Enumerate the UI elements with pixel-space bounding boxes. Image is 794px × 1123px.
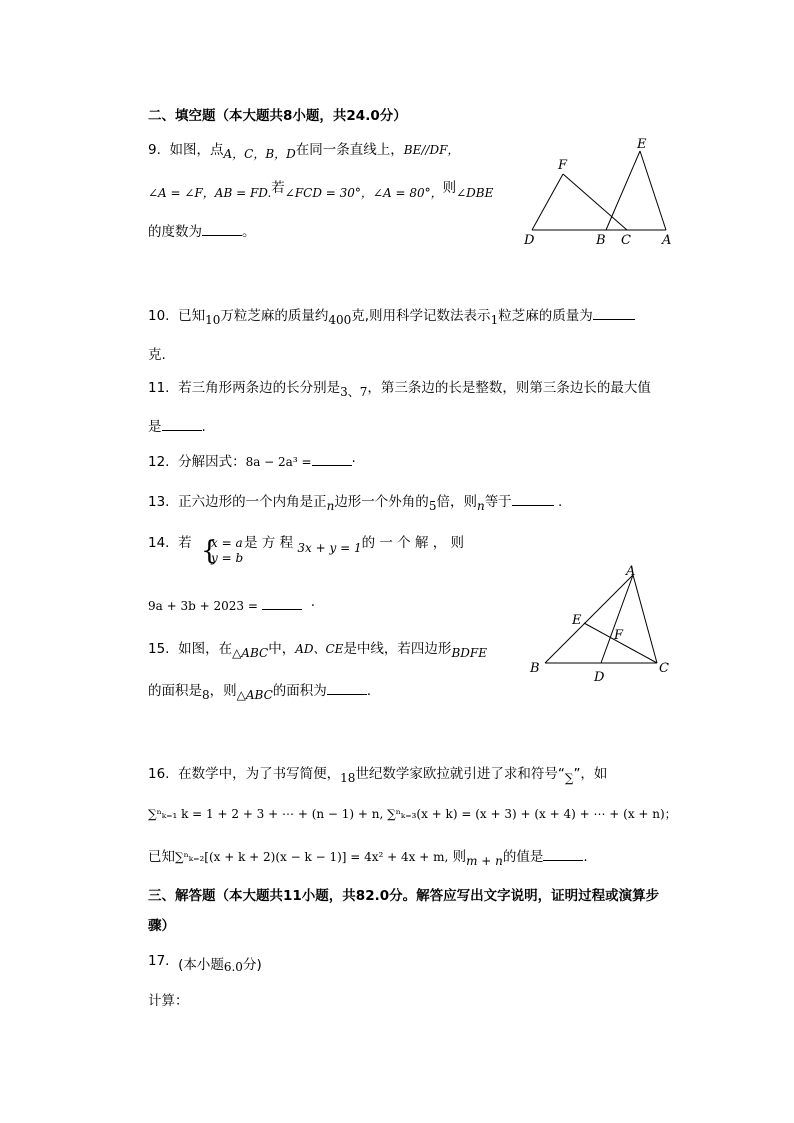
median-ad: [601, 575, 633, 663]
q16-line2: ∑ⁿₖ₌₁ k = 1 + 2 + 3 + ⋯ + (n − 1) + n, ∑ⁿₖ₌₃(x + k) = (x + 3) + (x + 4) + ⋯ + (x + n)；: [148, 807, 677, 821]
q9-line2: ∠A = ∠F，AB = FD.若∠FCD = 30°，∠A = 80°，则∠DBE: [148, 180, 494, 200]
label-e: E: [572, 613, 582, 628]
label-b: B: [530, 661, 540, 676]
q14-line1: 14. 若: [148, 535, 192, 551]
q10-line1: 10. 已知10万粒芝麻的质量约400克,则用科学记数法表示1粒芝麻的质量为: [148, 304, 635, 324]
label-d: D: [594, 670, 605, 685]
label-a: A: [626, 564, 636, 579]
section-2-header: 二、填空题（本大题共8小题，共24.0分）: [148, 108, 407, 124]
q15-line2: 的面积是8，则△ABC的面积为 .: [148, 683, 372, 702]
q12-line: 12. 分解因式：8a − 2a³ = ·: [148, 454, 356, 470]
q17-line2: 计算：: [148, 993, 189, 1009]
q16-line1: 16. 在数学中，为了书写简便，18世纪数学家欧拉就引进了求和符号“∑”，如: [148, 766, 608, 785]
answer-blank[interactable]: [593, 307, 635, 320]
label-c: C: [659, 661, 669, 676]
q17-line1: 17. (本小题6.0分): [148, 953, 262, 974]
segment-ea: [640, 151, 666, 230]
segment-be: [606, 151, 640, 230]
answer-blank[interactable]: [262, 597, 302, 610]
q9-figure: [520, 133, 680, 248]
answer-blank[interactable]: [512, 493, 554, 506]
section-3-header-cont: 骤）: [148, 918, 175, 934]
q9-number: 9.: [148, 142, 161, 158]
brace-icon: {: [201, 536, 218, 566]
answer-blank[interactable]: [543, 848, 583, 861]
segment-fc: [563, 174, 627, 230]
q11-line2: 是 .: [148, 419, 206, 435]
label-f: F: [558, 158, 568, 173]
q16-line3: 已知∑ⁿₖ₌₂[(x + k + 2)(x − k − 1)] = 4x² + 4x + m, 则m + n的值是 .: [148, 849, 588, 868]
label-c: C: [621, 233, 631, 248]
segment-df: [532, 174, 563, 230]
label-e: E: [637, 137, 647, 152]
q15-line1: 15. 如图，在△ABC中，AD、CE是中线，若四边形BDFE: [148, 641, 487, 660]
q9-line3: 的度数为 。: [148, 224, 256, 240]
answer-blank[interactable]: [202, 223, 242, 236]
answer-blank[interactable]: [312, 453, 352, 466]
label-d: D: [524, 233, 535, 248]
q14-system: { x = a y = b: [201, 536, 244, 566]
q14-line2: 9a + 3b + 2023 = ·: [148, 598, 316, 614]
q15-figure: [527, 563, 677, 685]
label-a: A: [662, 233, 672, 248]
q14-line1b: 是 方 程 3x + y = 1的 一 个 解 ， 则: [244, 535, 465, 555]
segment-ba: [545, 575, 633, 663]
q13-line: 13. 正六边形的一个内角是正n边形一个外角的5倍，则n等于 .: [148, 494, 563, 513]
label-f: F: [614, 628, 624, 643]
answer-blank[interactable]: [327, 682, 367, 695]
q10-line2: 克.: [148, 347, 166, 363]
answer-blank[interactable]: [162, 418, 202, 431]
q11-line1: 11. 若三角形两条边的长分别是3、7，第三条边的长是整数，则第三条边长的最大值: [148, 380, 651, 399]
segment-ac: [633, 575, 657, 663]
label-b: B: [596, 233, 606, 248]
q9-line1: 9. 如图，点A，C，B，D在同一条直线上，BE//DF，: [148, 142, 460, 161]
section-3-header: 三、解答题（本大题共11小题，共82.0分。解答应写出文字说明，证明过程或演算步: [148, 888, 660, 904]
